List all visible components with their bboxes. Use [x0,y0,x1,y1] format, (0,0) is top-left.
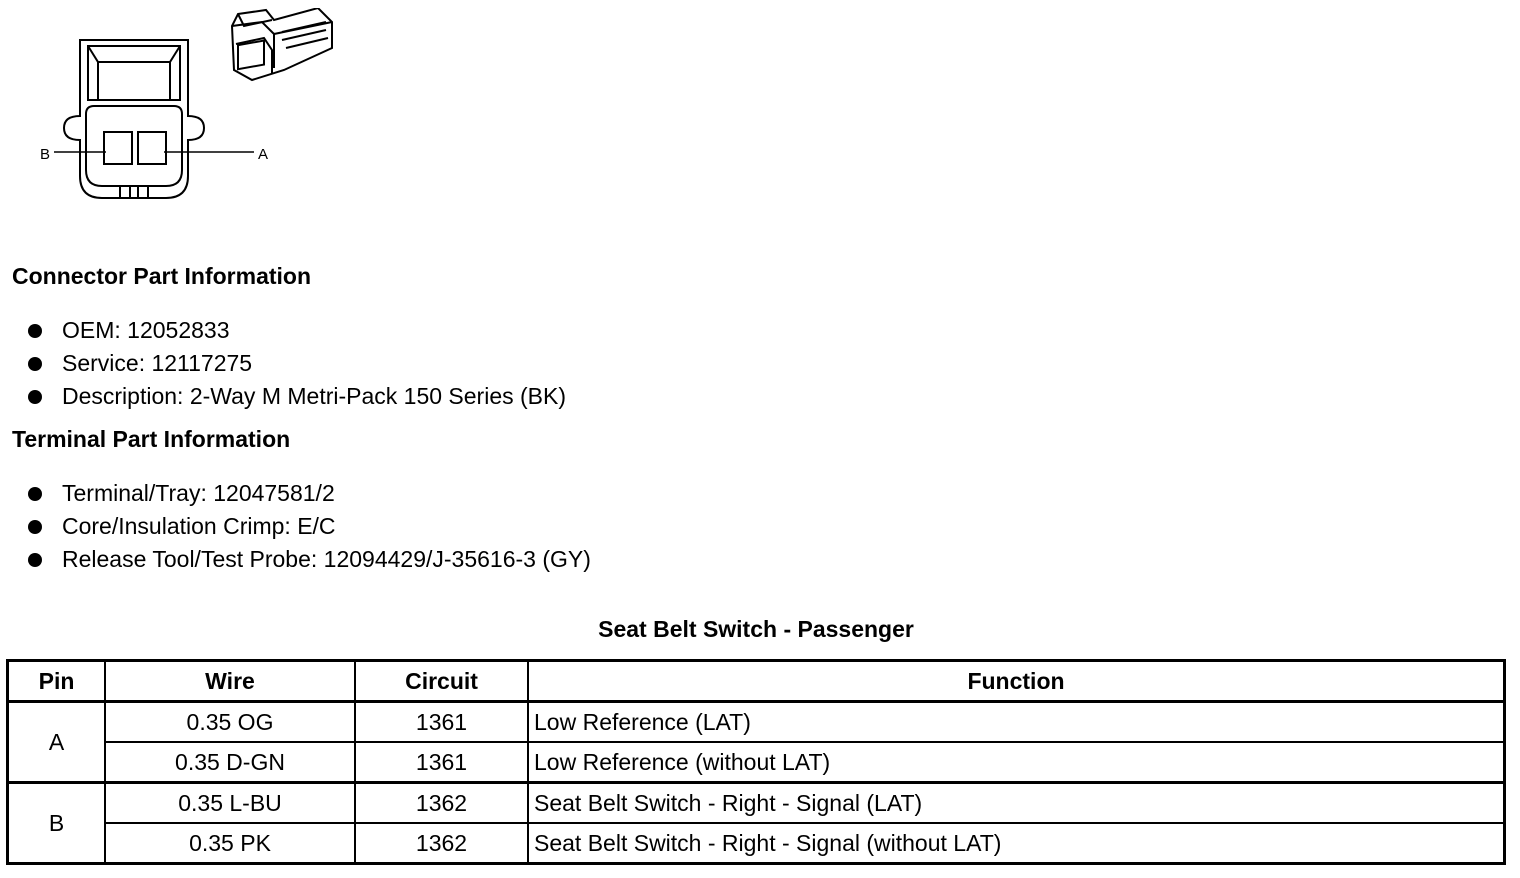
pin-b-label: B [40,146,51,163]
pin-cell: A [8,702,106,783]
pinout-table [6,659,1506,865]
table-header-row [8,661,1505,702]
table-row [8,783,1505,824]
wire-cell: 0.35 OG [105,702,355,743]
function-cell: Low Reference (without LAT) [528,742,1505,783]
terminal-part-info-list [28,477,591,576]
table-row [8,702,1505,743]
header-function: Function [528,661,1505,702]
pin-b-cavity [104,132,132,164]
function-cell: Low Reference (LAT) [528,702,1505,743]
circuit-cell: 1362 [355,823,528,864]
function-cell: Seat Belt Switch - Right - Signal (without LAT) [528,823,1505,864]
header-pin: Pin [8,661,106,702]
pin-a-cavity [138,132,166,164]
header-circuit: Circuit [355,661,528,702]
table-title: Seat Belt Switch - Passenger [598,616,914,642]
list-item: Core/Insulation Crimp: E/C [28,510,591,543]
list-item: Description: 2-Way M Metri-Pack 150 Series (BK) [28,380,566,413]
wire-cell: 0.35 PK [105,823,355,864]
list-item: Terminal/Tray: 12047581/2 [28,477,591,510]
circuit-cell: 1362 [355,783,528,824]
pin-cell: B [8,783,106,864]
table-row [8,823,1505,864]
list-item: Release Tool/Test Probe: 12094429/J-35616-3 (GY) [28,543,591,576]
list-item: Service: 12117275 [28,347,566,380]
wire-cell: 0.35 L-BU [105,783,355,824]
connector-isometric-diagram [222,8,342,93]
function-cell: Seat Belt Switch - Right - Signal (LAT) [528,783,1505,824]
wire-cell: 0.35 D-GN [105,742,355,783]
pin-a-label: A [258,146,269,163]
circuit-cell: 1361 [355,702,528,743]
circuit-cell: 1361 [355,742,528,783]
table-row [8,742,1505,783]
connector-part-info-heading: Connector Part Information [12,263,312,289]
header-wire: Wire [105,661,355,702]
list-item: OEM: 12052833 [28,314,566,347]
connector-part-info-list [28,314,566,413]
terminal-part-info-heading: Terminal Part Information [12,426,291,452]
